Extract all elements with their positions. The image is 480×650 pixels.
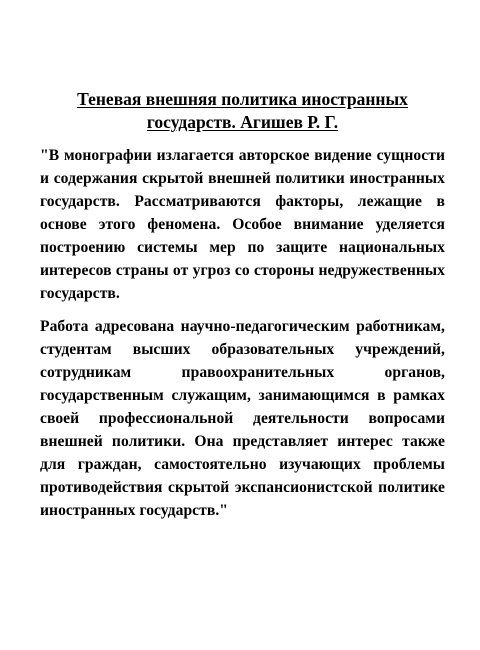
document-page — [40, 88, 445, 532]
paragraph-audience: Работа адресована научно-педагогическим работникам, студентам высших образовательных учреждений, сотрудникам правоохранительных органов, государственным служащим, занимающимся в рамках своей профессиональной деятельности вопросами внешней политики. Она представляет интерес также для граждан, самостоятельно изучающих проблемы противодействия скрытой экспансионистской политике иностранных государств." — [40, 318, 445, 519]
document-title: Теневая внешняя политика иностранных государств. Агишев Р. Г. — [77, 89, 408, 132]
paragraph-annotation: "В монографии излагается авторское видение сущности и содержания скрытой внешней политики иностранных государств. Рассматриваются факторы, лежащие в основе этого феномена. Особое внимание уделяется построению системы мер по защите национальных интересов страны от угроз со стороны недружественных государств. — [40, 147, 445, 302]
